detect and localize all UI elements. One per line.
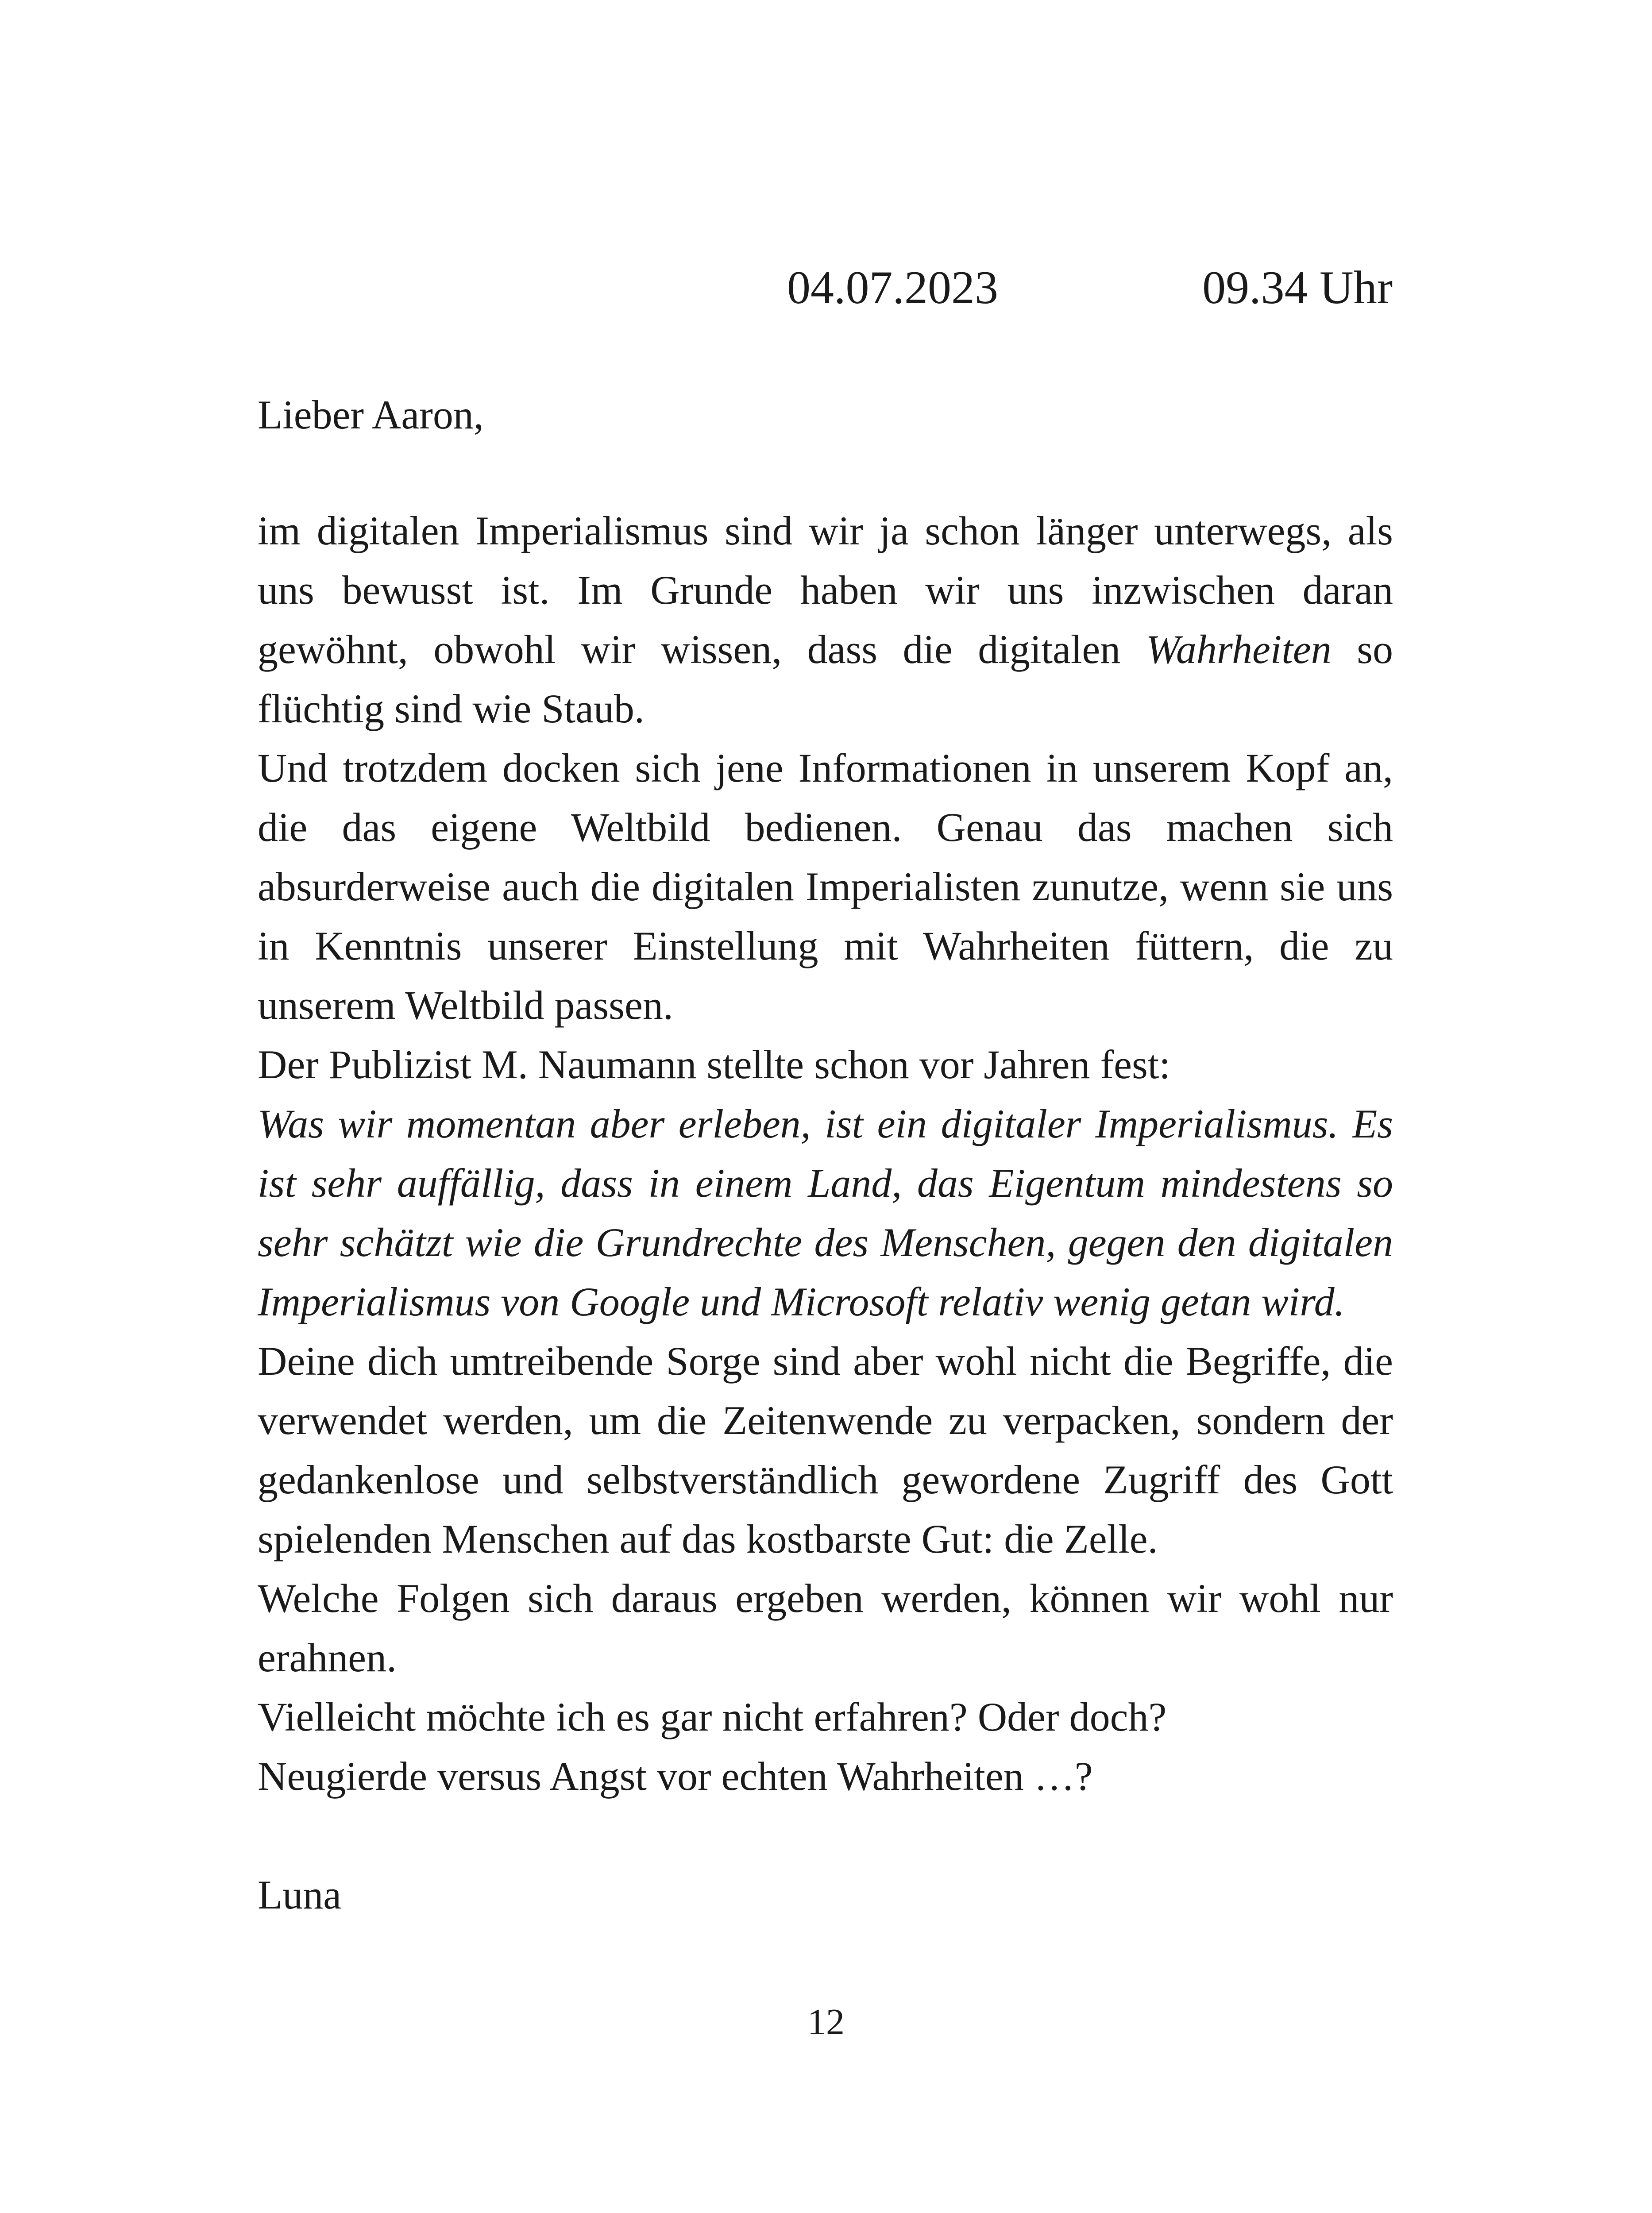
paragraph-1-emphasis: Wahrheiten [1146,627,1332,672]
letter-datetime-header [0,259,1652,316]
paragraph-3: Der Publizist M. Naumann stellte schon vor Jahren fest: [258,1042,1170,1087]
letter-date: 04.07.2023 [787,262,998,313]
letter-body [258,501,1393,1806]
paragraph-1-part-b: so flüchtig sind wie Staub. [258,627,1393,731]
paragraph-5: Welche Folgen sich daraus ergeben werden, können wir wohl nur erahnen. [258,1576,1393,1680]
paragraph-1-part-a: im digitalen Imperialismus sind wir ja schon länger unterwegs, als uns bewusst ist. Im Grunde haben wir uns inzwischen daran gewöhnt, obwohl wir wissen, dass die digitalen [258,508,1393,672]
letter-greeting: Lieber Aaron, [258,392,484,437]
letter-signature: Luna [258,1872,342,1917]
page-number: 12 [807,2001,845,2043]
paragraph-2: Und trotzdem docken sich jene Informationen in unserem Kopf an, die das eigene Weltbild bedienen. Genau das machen sich absurderweise auch die digitalen Imperialisten zunutze, wenn sie uns in Kenntnis unserer Einstellung mit Wahrheiten füttern, die zu unserem Weltbild passen. [258,745,1393,1028]
letter-time: 09.34 Uhr [1202,262,1393,313]
paragraph-4: Deine dich umtreibende Sorge sind aber wohl nicht die Begriffe, die verwendet werden, um die Zeitenwende zu verpacken, sondern der gedankenlose und selbstverständlich gewordene Zugriff des Gott spielenden Menschen auf das kostbarste Gut: die Zelle. [258,1338,1393,1561]
paragraph-6: Vielleicht möchte ich es gar nicht erfahren? Oder doch? [258,1694,1167,1739]
paragraph-1 [258,501,1393,738]
block-quote: Was wir momentan aber erleben, ist ein digitaler Imperialismus. Es ist sehr auffällig, dass in einem Land, das Eigentum mindestens so sehr schätzt wie die Grundrechte des Menschen, gegen den digitalen Imperialismus von Google und Microsoft relativ wenig getan wird. [258,1101,1393,1324]
paragraph-7: Neugierde versus Angst vor echten Wahrheiten …? [258,1754,1093,1799]
